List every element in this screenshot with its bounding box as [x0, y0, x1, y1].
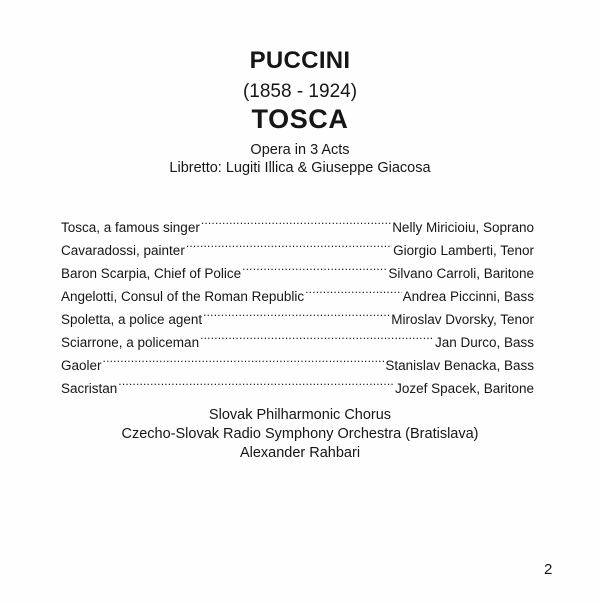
dot-leader [186, 232, 392, 255]
cast-role: Angelotti, Consul of the Roman Republic [61, 289, 305, 304]
composer-years: (1858 - 1924) [242, 81, 358, 102]
dot-leader [201, 209, 391, 232]
cast-performer: Miroslav Dvorsky, Tenor [391, 312, 534, 327]
cast-role: Spoletta, a police agent [61, 312, 203, 327]
cast-role: Cavaradossi, painter [61, 243, 185, 258]
dot-leader [118, 370, 394, 393]
cast-role: Sciarrone, a policeman [61, 335, 200, 350]
cast-role: Sacristan [61, 381, 118, 396]
cast-performer: Jozef Spacek, Baritone [395, 381, 534, 396]
opera-subtitle: Opera in 3 Acts [250, 142, 350, 158]
cast-list [61, 209, 534, 396]
cast-row [61, 209, 534, 235]
composer-name: PUCCINI [249, 47, 351, 74]
chorus-credit: Slovak Philharmonic Chorus [208, 407, 392, 423]
conductor-credit: Alexander Rahbari [239, 445, 361, 461]
cast-role: Baron Scarpia, Chief of Police [61, 266, 242, 281]
page-number: 2 [544, 561, 553, 578]
dot-leader [103, 347, 385, 370]
cast-role: Tosca, a famous singer [61, 220, 200, 235]
cast-performer: Nelly Miricioiu, Soprano [392, 220, 534, 235]
orchestra-credit: Czecho-Slovak Radio Symphony Orchestra (Bratislava) [121, 426, 479, 442]
dot-leader [305, 278, 402, 301]
cast-performer: Giorgio Lamberti, Tenor [393, 243, 534, 258]
dot-leader [200, 324, 434, 347]
libretto-credit: Libretto: Lugiti Illica & Giuseppe Giacosa [169, 160, 431, 176]
cast-role: Gaoler [61, 358, 102, 373]
cast-performer: Jan Durco, Bass [434, 335, 534, 350]
cast-performer: Andrea Piccinni, Bass [402, 289, 534, 304]
dot-leader [203, 301, 390, 324]
dot-leader [242, 255, 387, 278]
opera-title: TOSCA [251, 104, 349, 134]
cast-performer: Stanislav Benacka, Bass [385, 358, 534, 373]
cast-performer: Silvano Carroli, Baritone [388, 266, 534, 281]
